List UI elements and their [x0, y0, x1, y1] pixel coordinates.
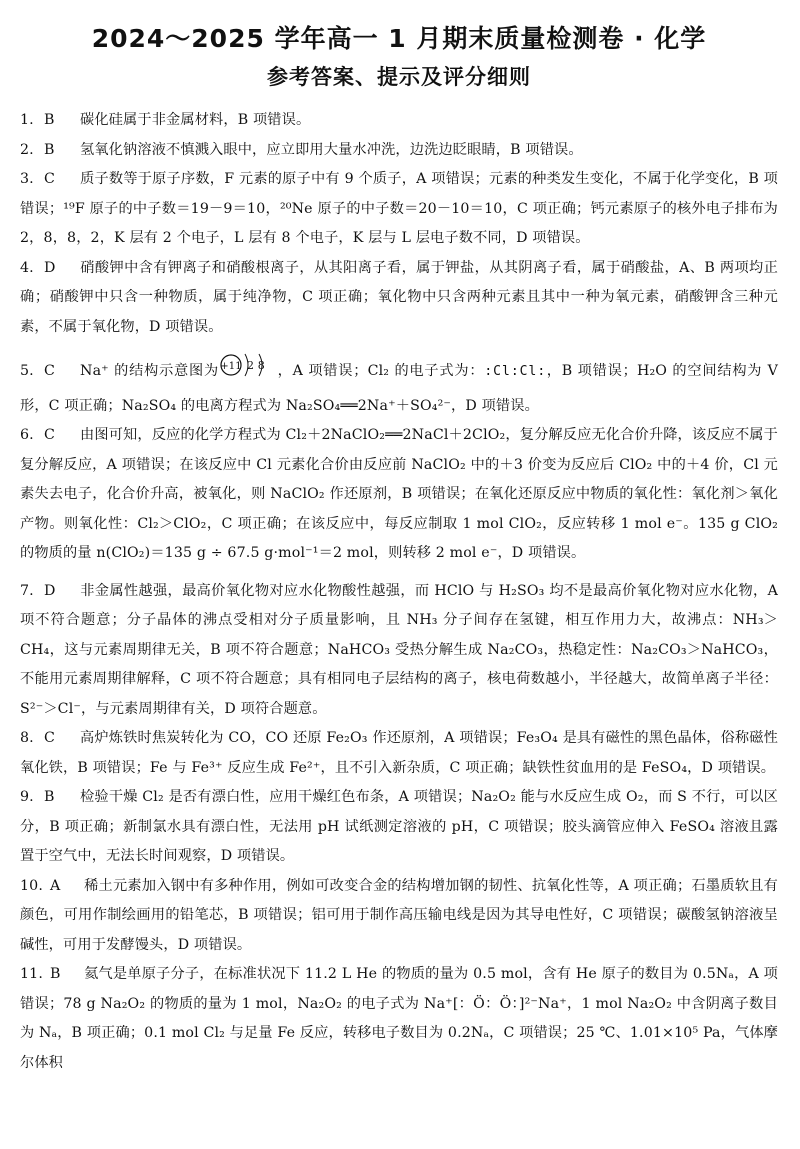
item-explanation-c: ，B 项错误；H₂O 的空间结构为 V 形，C 项正确；Na₂SO₄ 的电离方程式为 Na₂SO₄══2Na⁺＋SO₄²⁻，D 项错误。	[20, 362, 778, 414]
item-explanation-a: Na⁺ 的结构示意图为	[80, 362, 219, 379]
item-number: 9.	[20, 789, 34, 805]
answer-item-2	[20, 136, 778, 166]
answer-item-11	[20, 960, 778, 1078]
item-number: 10.	[20, 877, 44, 894]
item-answer: C	[44, 427, 56, 443]
answer-item-7	[20, 577, 778, 725]
item-number: 1.	[20, 112, 34, 128]
item-explanation: 氦气是单原子分子，在标准状况下 11.2 L He 的物质的量为 0.5 mol，含有 He 原子的数目为 0.5Nₐ，A 项错误；78 g Na₂O₂ 的物质的量为 1 mol，Na₂O₂ 的电子式为 Na⁺[：Ö：Ö：]²⁻Na⁺，1 mol Na₂O₂ 中含阴离子数目为 Nₐ，B 项正确；0.1 mol Cl₂ 与足量 Fe 反应，转移电子数目为 0.2Nₐ，C 项错误；25 ℃、1.01×10⁵ Pa，气体摩尔体积	[20, 966, 778, 1071]
answer-item-5	[20, 350, 778, 421]
answer-item-1	[20, 106, 778, 136]
item-answer: B	[44, 789, 55, 805]
item-number: 8.	[20, 730, 34, 746]
item-answer: D	[44, 582, 56, 599]
item-answer: D	[44, 259, 56, 276]
item-explanation: 非金属性越强，最高价氧化物对应水化物酸性越强，而 HClO 与 H₂SO₃ 均不是最高价氧化物对应水化物，A 项不符合题意；分子晶体的沸点受相对分子质量影响，且 NH₃ 分子间存在氢键，相互作用力大，故沸点：NH₃＞CH₄，这与元素周期律无关，B 项不符合题意；NaHCO₃ 受热分解生成 Na₂CO₃，热稳定性：Na₂CO₃＞NaHCO₃，不能用元素周期律解释，C 项不符合题意；具有相同电子层结构的离子，核电荷数越小，半径越大，故简单离子半径：S²⁻＞Cl⁻，与元素周期律有关，D 项符合题意。	[20, 582, 778, 717]
answer-item-4	[20, 254, 778, 343]
item-explanation: 质子数等于原子序数，F 元素的原子中有 9 个质子，A 项错误；元素的种类发生变化，不属于化学变化，B 项错误；¹⁹F 原子的中子数＝19－9＝10，²⁰Ne 原子的中子数＝20－10＝10，C 项正确；钙元素原子的核外电子排布为 2，8，8，2，K 层有 2 个电子，L 层有 8 个电子，K 层与 L 层电子数不同，D 项错误。	[20, 171, 778, 246]
item-answer: C	[44, 171, 56, 187]
item-answer: B	[50, 966, 61, 982]
electron-shells: 2 8	[247, 359, 265, 372]
page-subtitle: 参考答案、提示及评分细则	[267, 65, 531, 89]
item-number: 3.	[20, 171, 34, 187]
answer-list	[20, 106, 778, 1078]
item-explanation: 由图可知，反应的化学方程式为 Cl₂＋2NaClO₂══2NaCl＋2ClO₂，复分解反应无化合价升降，该反应不属于复分解反应，A 项错误；在该反应中 Cl 元素化合价由反应前 NaClO₂ 中的＋3 价变为反应后 ClO₂ 中的＋4 价，Cl 元素失去电子，化合价升高，被氧化，则 NaClO₂ 作还原剂，B 项错误；在氧化还原反应中物质的氧化性：氧化剂＞氧化产物。则氧化性：Cl₂＞ClO₂，C 项正确；在该反应中，每反应制取 1 mol ClO₂，反应转移 1 mol e⁻。135 g ClO₂ 的物质的量 n(ClO₂)＝135 g ÷ 67.5 g·mol⁻¹＝2 mol，则转移 2 mol e⁻，D 项错误。	[20, 427, 778, 561]
item-number: 4.	[20, 259, 34, 276]
item-explanation: 检验干燥 Cl₂ 是否有漂白性，应用干燥红色布条，A 项错误；Na₂O₂ 能与水反应生成 O₂，而 S 不行，可以区分，B 项正确；新制氯水具有漂白性，无法用 pH 试纸测定溶液的 pH，C 项错误；胶头滴管应伸入 FeSO₄ 溶液且露置于空气中，无法长时间观察，D 项错误。	[20, 789, 778, 864]
item-answer: C	[44, 362, 56, 379]
item-explanation: 氢氧化钠溶液不慎溅入眼中，应立即用大量水冲洗，边洗边眨眼睛，B 项错误。	[80, 141, 583, 158]
item-answer: C	[44, 730, 56, 746]
answer-item-6	[20, 421, 778, 569]
item-number: 11.	[20, 966, 44, 982]
item-explanation: 硝酸钾中含有钾离子和硝酸根离子，从其阳离子看，属于钾盐，从其阴离子看，属于硝酸盐，A、B 两项均正确；硝酸钾中只含一种物质，属于纯净物，C 项正确；氧化物中只含两种元素且其中一种为氧元素，硝酸钾含三种元素，不属于氧化物，D 项错误。	[20, 259, 778, 335]
item-explanation: 高炉炼铁时焦炭转化为 CO，CO 还原 Fe₂O₃ 作还原剂，A 项错误；Fe₃O₄ 是具有磁性的黑色晶体，俗称磁性氧化铁，B 项错误；Fe 与 Fe³⁺ 反应生成 Fe²⁺，且不引入新杂质，C 项正确；缺铁性贫血用的是 FeSO₄，D 项错误。	[20, 730, 778, 776]
item-answer: A	[50, 877, 61, 894]
item-answer: B	[44, 112, 55, 128]
cl2-electron-formula: :Cl:Cl:	[484, 363, 547, 379]
item-number: 7.	[20, 582, 34, 599]
item-number: 6.	[20, 427, 34, 443]
item-number: 2.	[20, 141, 34, 158]
item-explanation: 稀土元素加入钢中有多种作用，例如可改变合金的结构增加钢的韧性、抗氧化性等，A 项正确；石墨质软且有颜色，可用作制绘画用的铅笔芯，B 项错误；铝可用于制作高压输电线是因为其导电性好，C 项错误；碳酸氢钠溶液呈碱性，可用于发酵馒头，D 项错误。	[20, 877, 778, 953]
item-explanation: 碳化硅属于非金属材料，B 项错误。	[80, 112, 311, 128]
item-answer: B	[44, 141, 55, 158]
page-title: 2024～2025 学年高一 1 月期末质量检测卷 · 化学	[91, 24, 707, 53]
item-explanation-b: ，A 项错误；Cl₂ 的电子式为：	[277, 362, 485, 379]
item-number: 5.	[20, 362, 34, 379]
nucleus-charge: +11	[220, 361, 242, 372]
answer-item-8	[20, 724, 778, 783]
answer-item-3	[20, 165, 778, 254]
na-ion-structure-diagram	[219, 350, 277, 392]
answer-item-9	[20, 783, 778, 872]
answer-item-10	[20, 872, 778, 961]
